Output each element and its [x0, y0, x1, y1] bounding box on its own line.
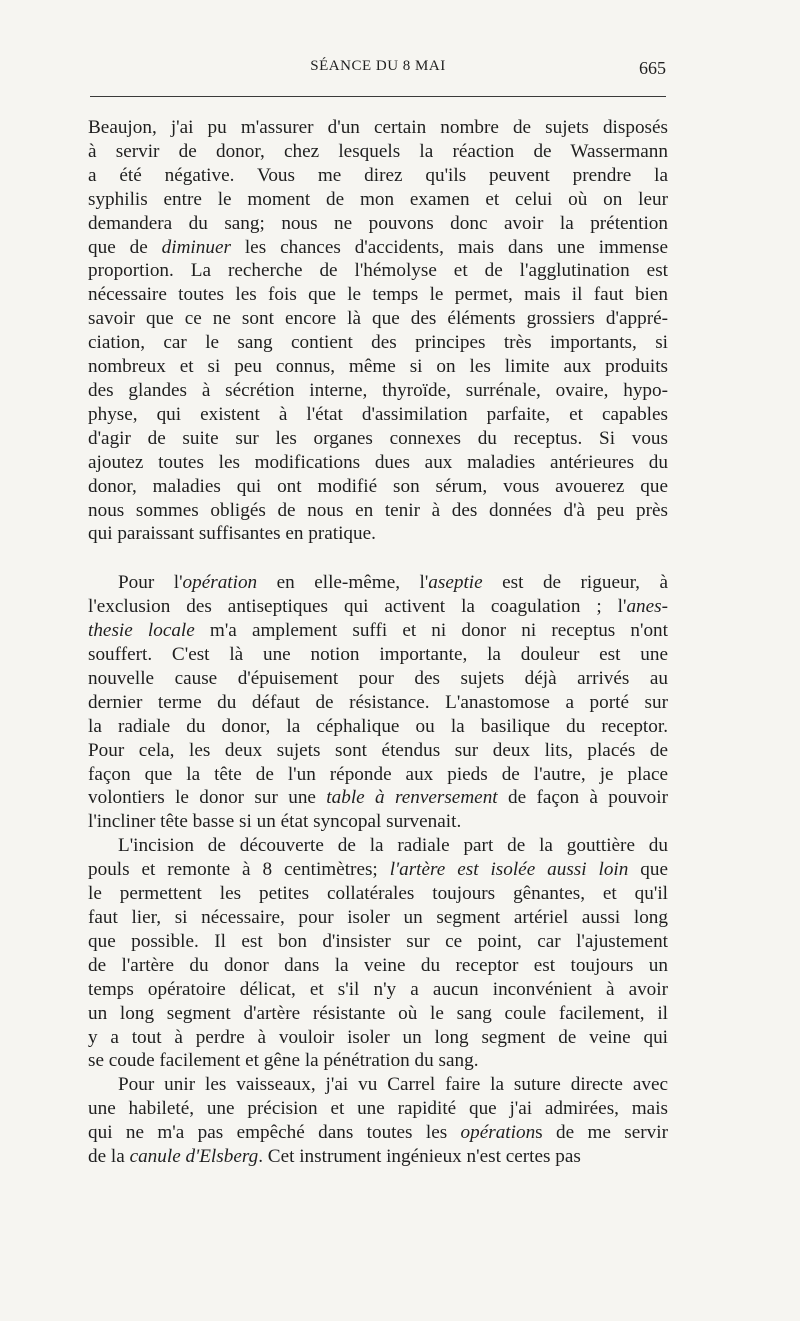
body-text — [88, 116, 668, 1169]
text-line: l'incliner tête basse si un état syncopal survenait. — [88, 811, 462, 833]
text-line: volontiers le donor sur une table à renversement de façon à pouvoir — [88, 787, 668, 809]
text-line: un long segment d'artère résistante où le sang coule facilement, il — [88, 1002, 668, 1024]
text-line: souffert. C'est là une notion importante, la douleur est une — [88, 644, 668, 666]
paragraph-2 — [88, 571, 668, 834]
text-line: temps opératoire délicat, et s'il n'y a aucun inconvénient à avoir — [88, 978, 668, 1000]
text-line: façon que la tête de l'un réponde aux pieds de l'autre, je place — [88, 763, 668, 785]
text-line: proportion. La recherche de l'hémolyse et de l'agglutination est — [88, 260, 668, 282]
text-line: syphilis entre le moment de mon examen et celui où on leur — [88, 188, 668, 210]
text-line: donor, maladies qui ont modifié son sérum, vous avouerez que — [88, 475, 668, 497]
paragraph-4 — [88, 1073, 668, 1169]
running-head-title: SÉANCE DU 8 MAI — [310, 58, 446, 74]
text-line: nouvelle cause d'épuisement pour des sujets déjà arrivés au — [88, 667, 668, 689]
text-line: nécessaire toutes les fois que le temps le permet, mais il faut bien — [88, 284, 668, 306]
text-line: savoir que ce ne sont encore là que des éléments grossiers d'appré- — [88, 308, 668, 330]
text-line: dernier terme du défaut de résistance. L'anastomose a porté sur — [88, 691, 668, 713]
text-line: L'incision de découverte de la radiale part de la gouttière du — [118, 835, 668, 857]
text-line: à servir de donor, chez lesquels la réaction de Wassermann — [88, 140, 668, 162]
text-line: de la canule d'Elsberg. Cet instrument ingénieux n'est certes pas — [88, 1146, 581, 1168]
text-line: une habileté, une précision et une rapidité que j'ai admirées, mais — [88, 1098, 668, 1120]
text-line: Pour unir les vaisseaux, j'ai vu Carrel faire la suture directe avec — [118, 1074, 668, 1096]
text-line: demandera du sang; nous ne pouvons donc avoir la prétention — [88, 212, 668, 234]
text-line: d'agir de suite sur les organes connexes du receptus. Si vous — [88, 427, 668, 449]
text-line: thesie locale m'a amplement suffi et ni donor ni receptus n'ont — [88, 620, 668, 642]
paragraph-1 — [88, 116, 668, 546]
text-line: nous sommes obligés de nous en tenir à des données d'à peu près — [88, 499, 668, 521]
text-line: le permettent les petites collatérales toujours gênantes, et qu'il — [88, 883, 668, 905]
text-line: qui ne m'a pas empêché dans toutes les opérations de me servir — [88, 1122, 668, 1144]
text-line: ciation, car le sang contient des principes très importants, si — [88, 332, 668, 354]
text-line: nombreux et si peu connus, même si on les limite aux produits — [88, 356, 668, 378]
running-head — [90, 58, 666, 86]
text-line: des glandes à sécrétion interne, thyroïde, surrénale, ovaire, hypo- — [88, 379, 668, 401]
text-line: qui paraissant suffisantes en pratique. — [88, 523, 376, 545]
paragraph-3 — [88, 834, 668, 1073]
text-line: se coude facilement et gêne la pénétration du sang. — [88, 1050, 479, 1072]
text-line: pouls et remonte à 8 centimètres; l'artère est isolée aussi loin que — [88, 859, 668, 881]
text-line: Beaujon, j'ai pu m'assurer d'un certain nombre de sujets disposés — [88, 117, 668, 138]
text-line: de l'artère du donor dans la veine du receptor est toujours un — [88, 954, 668, 976]
text-line: physe, qui existent à l'état d'assimilation parfaite, et capables — [88, 403, 668, 425]
text-line: que de diminuer les chances d'accidents, mais dans une immense — [88, 236, 668, 258]
text-line: l'exclusion des antiseptiques qui activent la coagulation ; l'anes- — [88, 596, 668, 618]
text-line: que possible. Il est bon d'insister sur ce point, car l'ajustement — [88, 930, 668, 952]
text-line: y a tout à perdre à vouloir isoler un long segment de veine qui — [88, 1026, 668, 1048]
text-line: Pour cela, les deux sujets sont étendus sur deux lits, placés de — [88, 739, 668, 761]
text-line: a été négative. Vous me direz qu'ils peuvent prendre la — [88, 164, 668, 186]
text-line: ajoutez toutes les modifications dues aux maladies antérieures du — [88, 451, 668, 473]
header-rule — [90, 96, 666, 97]
text-line: Pour l'opération en elle-même, l'aseptie est de rigueur, à — [118, 572, 668, 594]
page-number: 665 — [639, 58, 666, 78]
text-line: la radiale du donor, la céphalique ou la basilique du receptor. — [88, 715, 668, 737]
text-line: faut lier, si nécessaire, pour isoler un segment artériel aussi long — [88, 907, 668, 928]
